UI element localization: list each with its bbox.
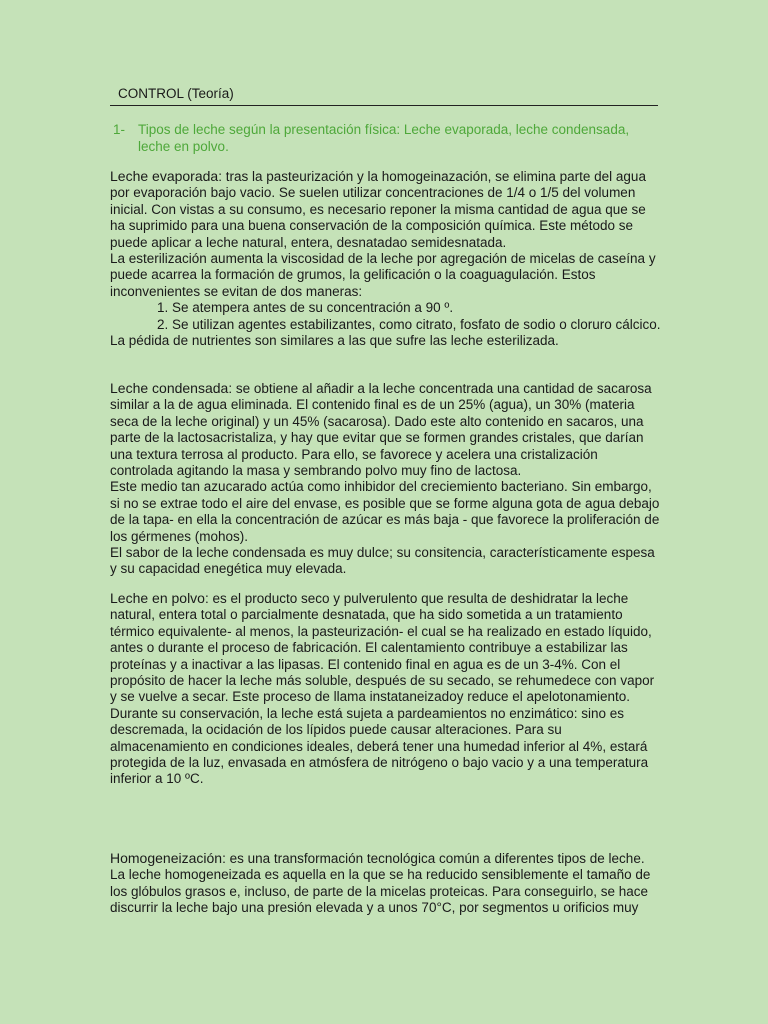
evaporada-paragraph-1 xyxy=(110,168,662,251)
condensada-paragraph-2: Este medio tan azucarado actúa como inhibidor del creciemiento bacteriano. Sin embargo, si no se extrae todo el aire del envase, es posible que se forme alguna gota de agua debajo de la tapa- en ella la concentración de azúcar es más baja - que favorece la proliferación de los gérmenes (mohos). xyxy=(110,479,660,544)
polvo-text-1: : es el producto seco y pulverulento que resulta de deshidratar la leche natural, entera total o parcialmente desnatada, que ha sido sometida a un tratamiento térmico equivalente- al menos, la pasteurización- el cual se ha realizado en estado líquido, antes o durante el proceso de fabricación. El calentamiento contribuye a estabilizar las proteínas y a inactivar a las lipasas. El contenido final en agua es de un 3-4%. Con el propósito de hacer la leche más soluble, después de su secado, se rehumedece con vapor y se vuelve a secar. Este proceso de llama instataneizadoy reduce el apelotonamiento. xyxy=(110,591,655,705)
section-leche-condensada xyxy=(110,380,662,578)
condensada-paragraph-3: El sabor de la leche condensada es muy dulce; su consitencia, característicamente espesa y su capacidad enegética muy elevada. xyxy=(110,545,655,577)
evaporada-paragraph-3: La pédida de nutrientes son similares a las que sufre las leche esterilizada. xyxy=(110,333,559,349)
term-homogeneizacion: Homogeneización xyxy=(110,850,223,866)
question-text: Tipos de leche según la presentación física: Leche evaporada, leche condensada, leche en polvo. xyxy=(138,122,630,154)
question-1 xyxy=(113,121,658,155)
polvo-paragraph-2: Durante su conservación, la leche está sujeta a pardeamientos no enzimático: sino es descremada, la ocidación de los lípidos puede causar alteraciones. Para su almacenamiento en condiciones ideales, deberá tener una humedad inferior al 4%, estará protegida de la luz, envasada en atmósfera de nitrógeno o bajo vacio y a una temperatura inferior a 10 ºC. xyxy=(110,705,649,787)
question-number: 1- xyxy=(113,122,126,137)
list-item-1-text: 1. Se atempera antes de su concentración a 90 º. xyxy=(157,300,454,316)
section-homogeneizacion xyxy=(110,850,662,917)
term-leche-condensada: Leche condensada xyxy=(110,380,229,396)
section-leche-en-polvo xyxy=(110,590,662,788)
homogeneizacion-text-1: : es una transformación tecnológica común a diferentes tipos de leche. La leche homogeneizada es aquella en la que se ha reducido sensiblemente el tamaño de los glóbulos grasos e, incluso, de parte de la micelas proteicas. Para conseguirlo, se hace discurrir la leche bajo una presión elevada y a unos 70°C, por segmentos u orificios muy xyxy=(110,851,651,916)
term-leche-en-polvo: Leche en polvo xyxy=(110,590,205,606)
condensada-paragraph-1 xyxy=(110,380,662,479)
list-item-1 xyxy=(110,300,662,316)
section-leche-evaporada xyxy=(110,168,662,349)
homogeneizacion-paragraph-1 xyxy=(110,850,662,917)
term-leche-evaporada: Leche evaporada xyxy=(110,168,219,184)
condensada-text-1: : se obtiene al añadir a la leche concentrada una cantidad de sacarosa similar a la de agua eliminada. El contenido final es de un 25% (agua), un 30% (materia seca de la leche original) y un 45% (sacarosa). Dado este alto contenido en sacaros, una parte de la lactosacristaliza, y hay que evitar que se formen grandes cristales, que darían una textura terrosa al producto. Para ello, se favorece y acelera una cristalización controlada agitando la masa y sembrando polvo muy fino de lactosa. xyxy=(110,381,652,479)
list-item-2 xyxy=(110,317,662,333)
evaporada-paragraph-2: La esterilización aumenta la viscosidad de la leche por agregación de micelas de caseína y puede acarrea la formación de grumos, la gelificación o la coaguagulación. Estos inconvenientes se evitan de dos maneras: xyxy=(110,251,656,299)
evaporada-text-1: : tras la pasteurización y la homogeinazación, se elimina parte del agua por evaporación bajo vacio. Se suelen utilizar concentraciones de 1/4 o 1/5 del volumen inicial. Con vistas a su consumo, es necesario reponer la misma cantidad de agua que se ha suprimido para una buena conservación de la composición química. Este método se puede aplicar a leche natural, entera, desnatadao semidesnatada. xyxy=(110,169,646,250)
polvo-paragraph-1 xyxy=(110,590,662,706)
list-item-2-text: 2. Se utilizan agentes estabilizantes, como citrato, fosfato de sodio o cloruro cálcico. xyxy=(157,316,661,332)
document-header: CONTROL (Teoría) xyxy=(110,85,658,106)
